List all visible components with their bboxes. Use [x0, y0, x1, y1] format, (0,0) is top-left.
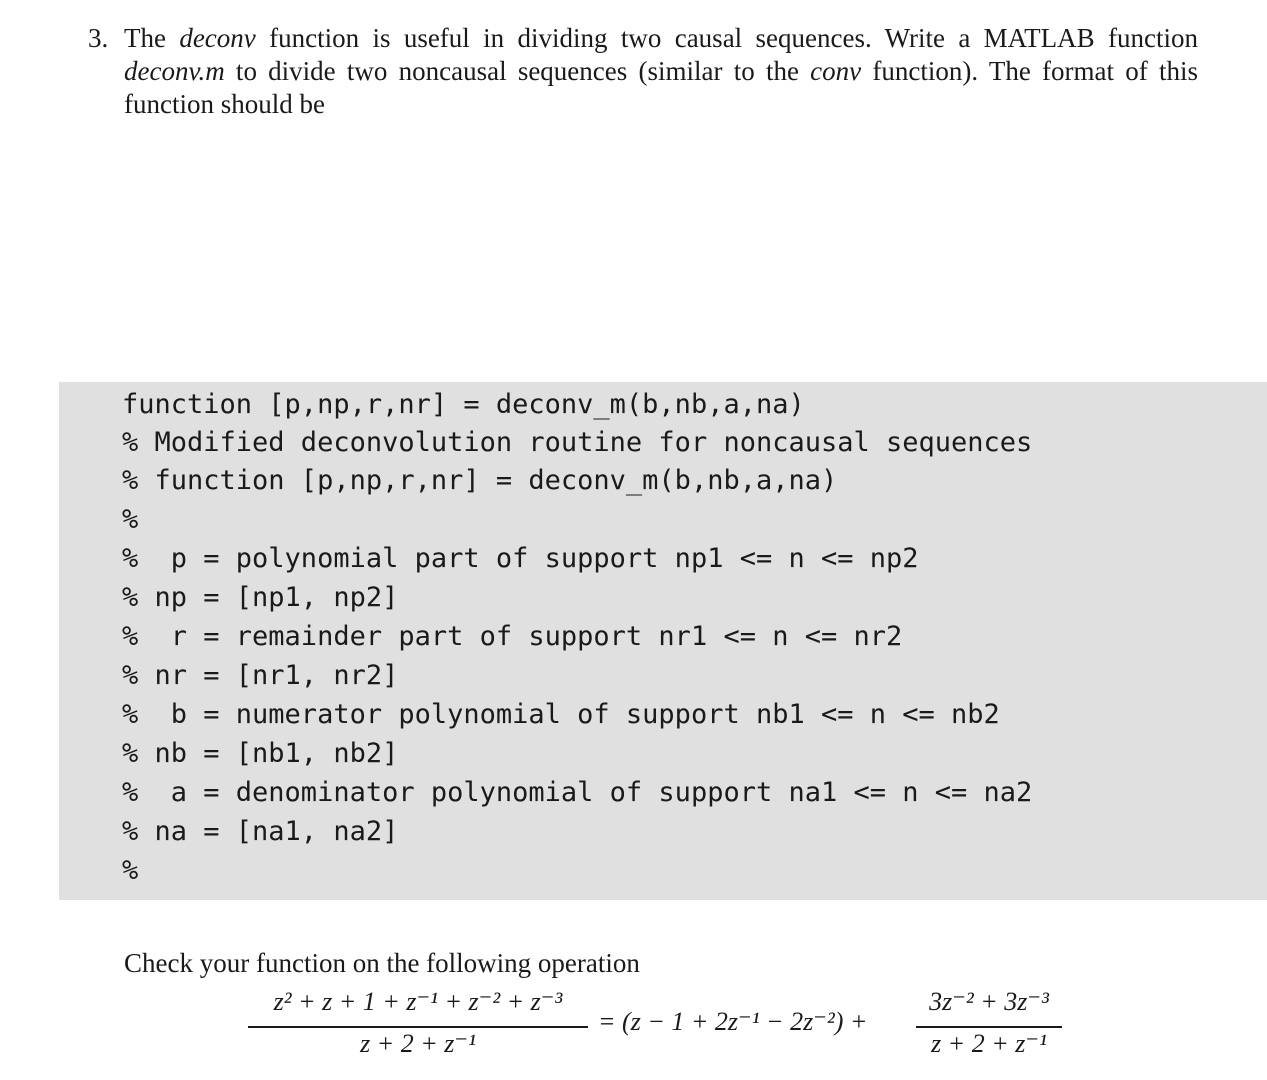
deconv-term: deconv	[179, 23, 256, 53]
code-line-function-signature: function [p,np,r,nr] = deconv_m(b,nb,a,na)	[122, 389, 805, 420]
code-line-nr: % nr = [nr1, nr2]	[122, 660, 399, 691]
problem-text	[124, 22, 1198, 121]
rhs-numerator: 3z⁻² + 3z⁻³	[929, 987, 1049, 1016]
problem-number: 3.	[88, 23, 109, 53]
code-line-comment-title: % Modified deconvolution routine for noncausal sequences	[122, 427, 1033, 458]
code-line-a: % a = denominator polynomial of support na1 <= n <= na2	[122, 777, 1033, 808]
problem-statement	[88, 22, 1198, 121]
lhs-denominator: z + 2 + z⁻¹	[360, 1029, 476, 1058]
code-line-p: % p = polynomial part of support np1 <= n <= np2	[122, 543, 919, 574]
text-segment: function). The format of this function should be	[124, 56, 1198, 119]
text-segment: to divide two noncausal sequences (similar to the	[224, 56, 811, 86]
code-line-comment-signature: % function [p,np,r,nr] = deconv_m(b,nb,a,na)	[122, 465, 838, 496]
code-line-comment-blank: %	[122, 504, 139, 535]
code-line-r: % r = remainder part of support nr1 <= n <= nr2	[122, 621, 903, 652]
code-line-np: % np = [np1, np2]	[122, 582, 399, 613]
code-line-comment-end: %	[122, 855, 139, 886]
deconv-m-term: deconv.m	[124, 56, 225, 86]
equation-middle: = (z − 1 + 2z⁻¹ − 2z⁻²) +	[598, 1007, 868, 1036]
lhs-numerator: z² + z + 1 + z⁻¹ + z⁻² + z⁻³	[273, 987, 563, 1016]
code-line-na: % na = [na1, na2]	[122, 816, 399, 847]
lhs-fraction-bar	[248, 1026, 588, 1028]
check-instruction: Check your function on the following operation	[124, 948, 640, 978]
code-block	[59, 382, 1267, 900]
rhs-fraction-bar	[916, 1026, 1062, 1028]
text-segment: function is useful in dividing two causal sequences. Write a MATLAB function	[255, 23, 1198, 53]
text-segment: The	[124, 23, 180, 53]
conv-term: conv	[810, 56, 862, 86]
code-line-b: % b = numerator polynomial of support nb1 <= n <= nb2	[122, 699, 1000, 730]
rhs-denominator: z + 2 + z⁻¹	[931, 1029, 1047, 1058]
code-line-nb: % nb = [nb1, nb2]	[122, 738, 399, 769]
